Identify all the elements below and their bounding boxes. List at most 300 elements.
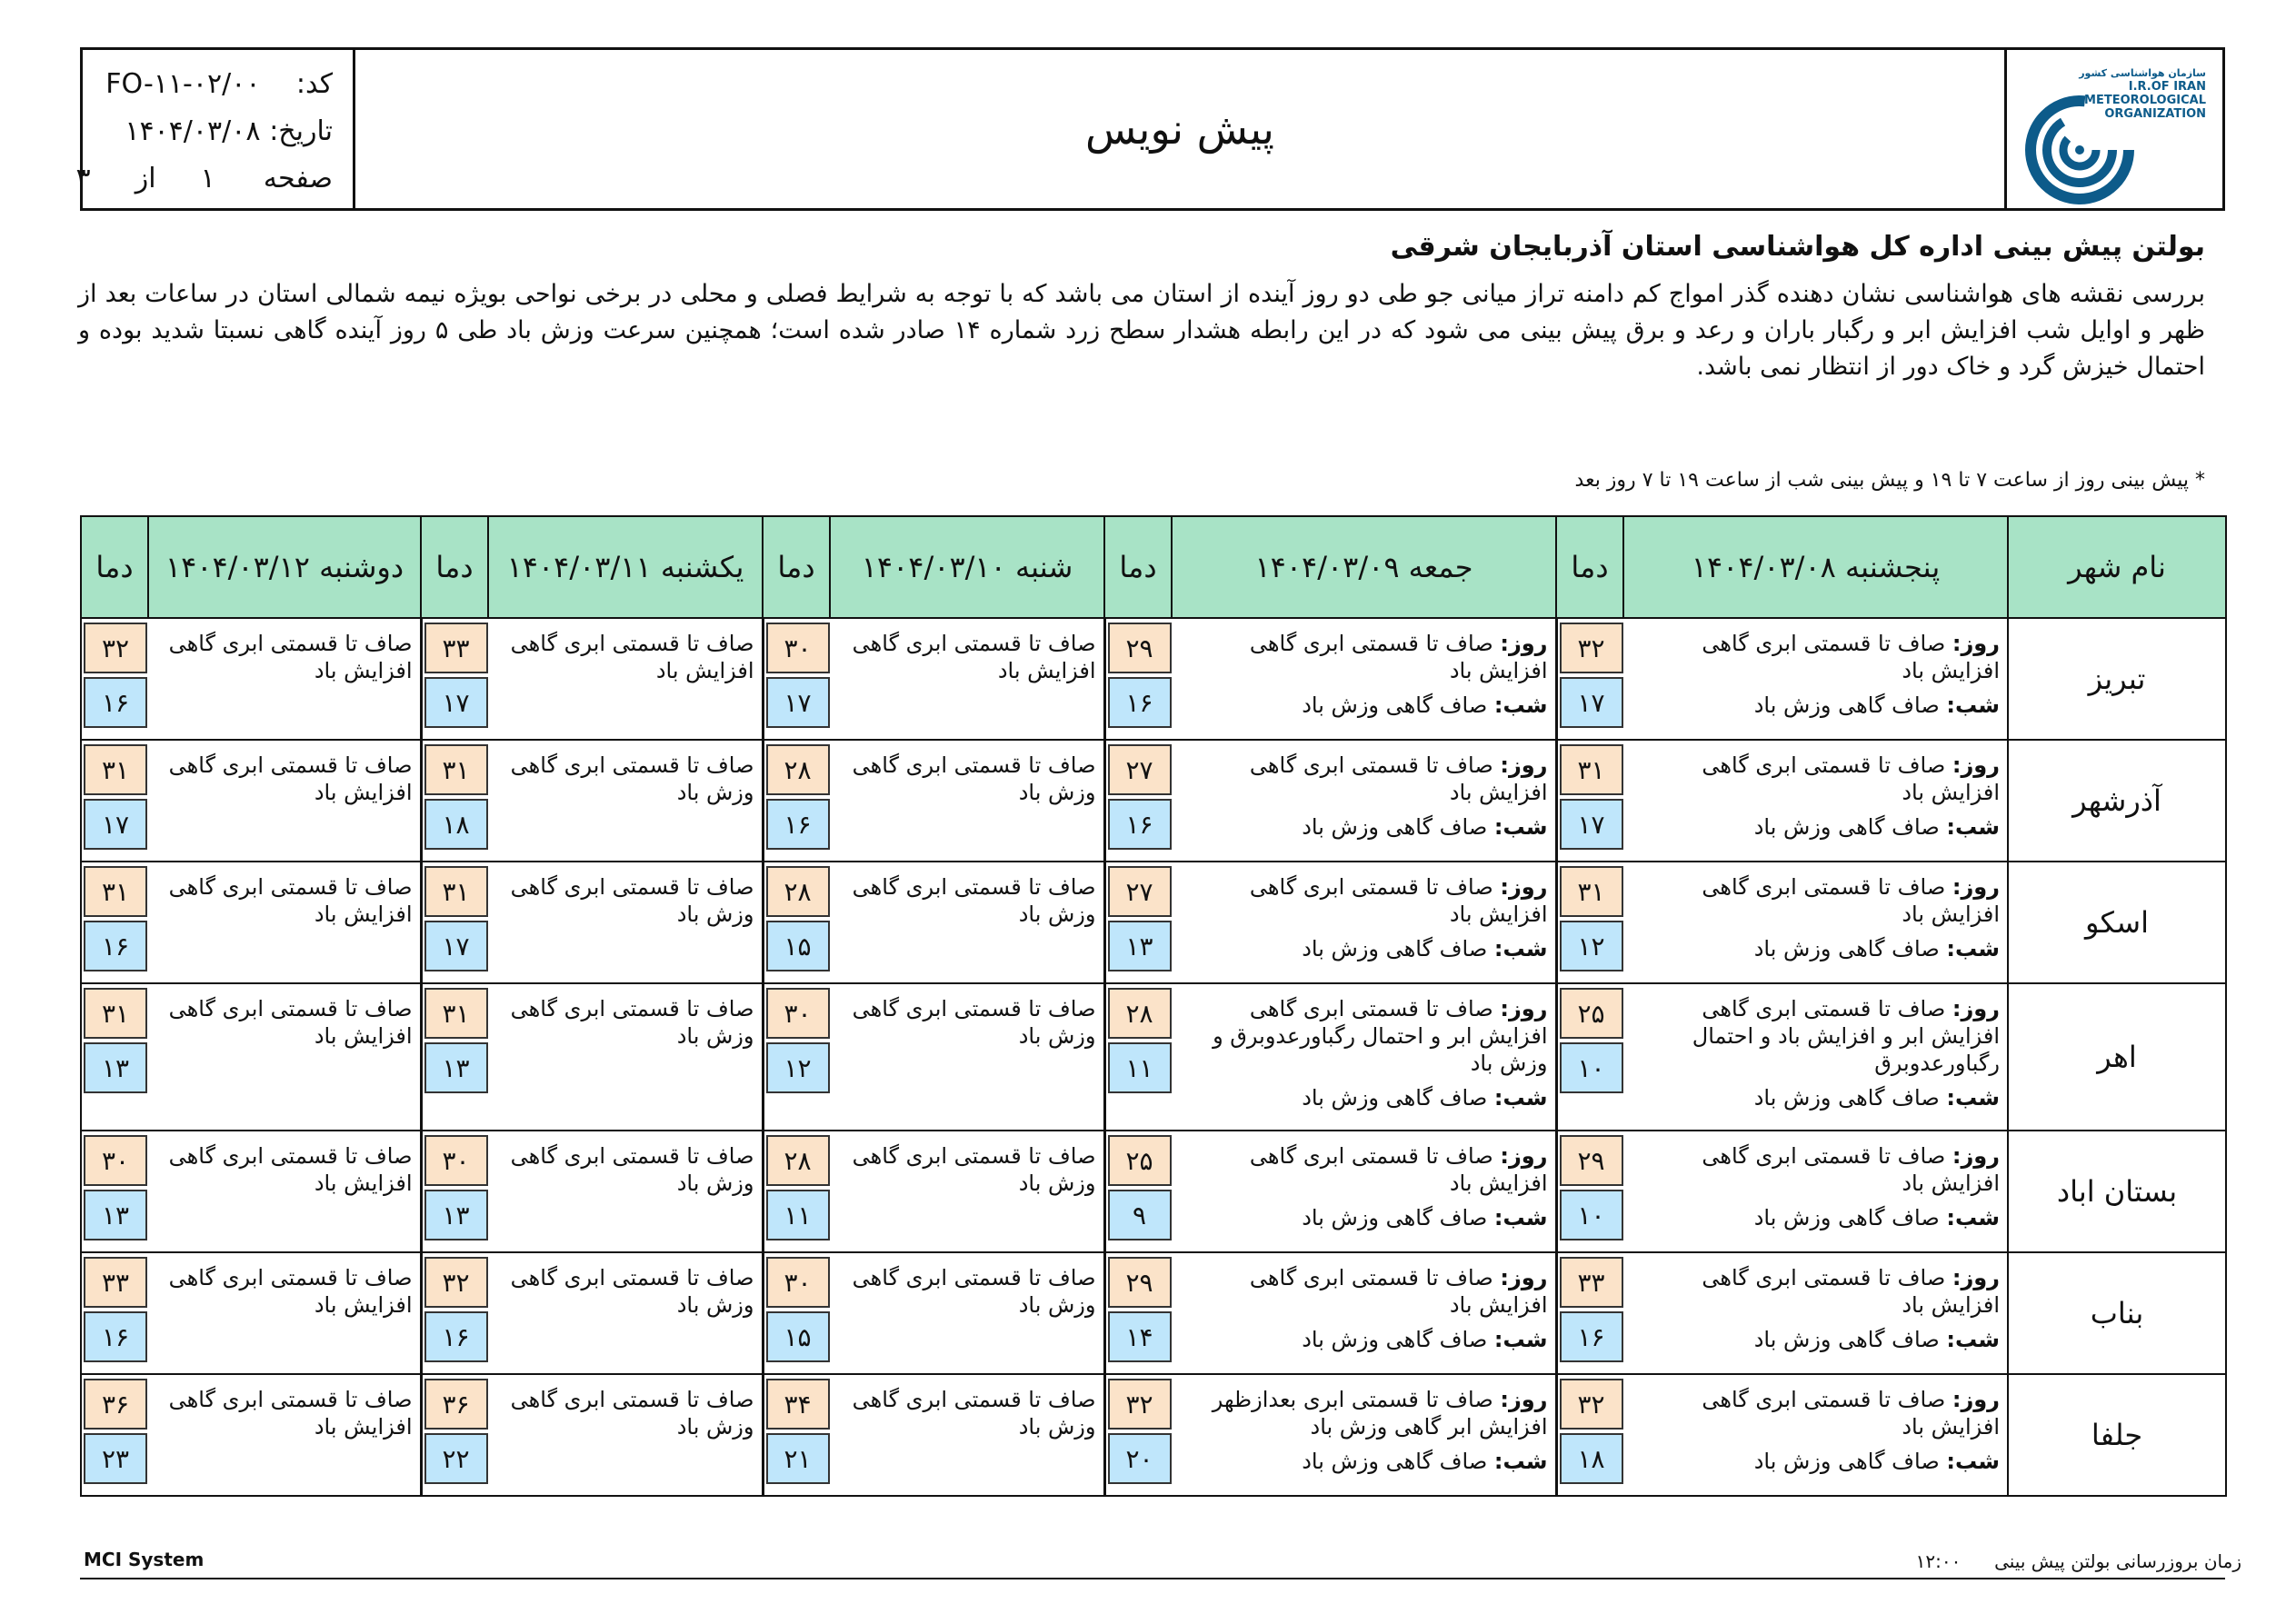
day-forecast [1181,1142,1548,1197]
forecast-description [1623,1374,2008,1496]
night-label: شب: [1946,814,2000,840]
temperature-cell [1104,1131,1172,1252]
document-header [75,47,2225,211]
footer-update-time [1916,1550,2241,1572]
forecast-description [488,740,763,862]
night-label: شب: [1946,1205,2000,1230]
logo-box [2004,50,2222,208]
temperature-cell [1104,983,1172,1131]
min-temp: ۱۰ [1560,1190,1623,1240]
forecast-description [488,1252,763,1374]
night-forecast [1632,1084,2000,1111]
day-text: صاف تا قسمتی ابری گاهی وزش باد [852,1265,1096,1318]
forecast-description [1623,740,2008,862]
forecast-description [1172,1374,1556,1496]
max-temp: ۲۸ [766,1135,830,1186]
night-forecast [1632,935,2000,962]
max-temp: ۳۲ [1108,1379,1172,1430]
min-temp: ۱۶ [84,677,147,728]
max-temp: ۲۹ [1108,623,1172,673]
day-text: صاف تا قسمتی ابری گاهی افزایش باد [1702,752,2000,805]
forecast-description [1172,983,1556,1131]
max-temp: ۳۱ [424,866,488,917]
table-row [81,618,2226,740]
temperature-cell [1104,740,1172,862]
table-row [81,1374,2226,1496]
temperature-cell [421,740,488,862]
day-text: صاف تا قسمتی ابری گاهی افزایش باد [1702,1143,2000,1196]
max-temp: ۳۱ [1560,744,1623,795]
min-temp: ۱۲ [1560,921,1623,971]
temp-header: دما [763,516,830,618]
min-temp: ۱۸ [1560,1433,1623,1484]
night-label: شب: [1946,1449,2000,1474]
max-temp: ۳۱ [84,744,147,795]
min-temp: ۱۵ [766,921,830,971]
min-temp: ۱۱ [766,1190,830,1240]
day-text: صاف تا قسمتی ابری گاهی افزایش ابر و افزایش باد و احتمال رگباورعدوبرق [1692,996,2000,1076]
day-text: صاف تا قسمتی ابری گاهی افزایش باد [1249,1143,1548,1196]
night-text: صاف گاهی وزش باد [1753,692,1940,718]
day-text: صاف تا قسمتی ابری گاهی افزایش باد [1702,1387,2000,1440]
forecast-description [148,983,421,1131]
date-label: تاریخ: [269,115,333,147]
night-text: صاف گاهی وزش باد [1753,1327,1940,1352]
day-text: صاف تا قسمتی ابری گاهی افزایش باد [1249,1265,1548,1318]
night-text: صاف گاهی وزش باد [1753,1449,1940,1474]
temperature-cell [81,740,148,862]
night-label: شب: [1946,936,2000,961]
max-temp: ۳۳ [424,623,488,673]
bulletin-title: بولتن پیش بینی اداره کل هواشناسی استان آذربایجان شرقی [1390,231,2205,263]
forecast-description [830,862,1104,983]
city-name: جلفا [2008,1374,2226,1496]
night-text: صاف گاهی وزش باد [1753,1205,1940,1230]
forecast-description [488,862,763,983]
city-name: آذرشهر [2008,740,2226,862]
temperature-cell [763,1131,830,1252]
night-text: صاف گاهی وزش باد [1753,1085,1940,1111]
day-forecast [1181,995,1548,1077]
day-label: روز: [1500,631,1548,656]
temperature-cell [763,740,830,862]
day-text: صاف تا قسمتی ابری گاهی وزش باد [852,996,1096,1049]
temperature-cell [81,983,148,1131]
night-label: شب: [1493,936,1548,961]
temperature-cell [81,1374,148,1496]
table-row [81,862,2226,983]
day-text: صاف تا قسمتی ابری گاهی وزش باد [852,1387,1096,1440]
temperature-cell [81,862,148,983]
day-header: دوشنبه ۱۴۰۴/۰۳/۱۲ [148,516,421,618]
day-text: صاف تا قسمتی ابری گاهی وزش باد [510,1265,754,1318]
date-row [125,115,333,147]
day-text: صاف تا قسمتی ابری گاهی افزایش باد [852,631,1096,683]
bulletin-body: بررسی نقشه های هواشناسی نشان دهنده گذر امواج کم دامنه تراز میانی جو طی دو روز آینده از استان می باشد که با توجه به شرایط فصلی و محلی در برخی نواحی بویژه نیمه شمالی استان در ساعات بعد از ظهر و اوایل شب افزایش ابر و رگبار باران و رعد و برق پیش بینی می شود که در این رابطه هشدار سطح زرد شماره ۱۴ صادر شده است؛ همچنین سرعت وزش باد طی ۵ روز آینده گاهی نسبتا شدید بوده و احتمال خیزش گرد و خاک دور از انتظار نمی باشد. [78,280,2205,381]
page-title: پیش نویس [1085,105,1274,154]
temperature-cell [421,862,488,983]
forecast-description [830,1252,1104,1374]
day-text: صاف تا قسمتی ابری گاهی وزش باد [510,1387,754,1440]
forecast-description [1172,618,1556,740]
min-temp: ۱۶ [84,1311,147,1362]
day-text: صاف تا قسمتی ابری بعدازظهر افزایش ابر گاهی وزش باد [1212,1387,1548,1440]
forecast-description [148,1131,421,1252]
day-text: صاف تا قسمتی ابری گاهی افزایش باد [510,631,754,683]
page-number: ۱ [200,163,215,194]
day-text: صاف تا قسمتی ابری گاهی وزش باد [510,996,754,1049]
day-text: صاف تا قسمتی ابری گاهی وزش باد [510,874,754,927]
day-text: صاف تا قسمتی ابری گاهی وزش باد [852,874,1096,927]
footer-divider [80,1578,2225,1579]
logo-line-1: I.R.OF IRAN [2128,80,2206,94]
page-row [76,163,333,194]
day-text: صاف تا قسمتی ابری گاهی افزایش باد [1702,874,2000,927]
forecast-description [830,618,1104,740]
day-text: صاف تا قسمتی ابری گاهی وزش باد [852,752,1096,805]
day-forecast [1632,995,2000,1077]
temperature-cell [421,1252,488,1374]
night-text: صاف گاهی وزش باد [1753,814,1940,840]
table-row [81,983,2226,1131]
page-label: صفحه [263,163,333,194]
forecast-description [1172,740,1556,862]
temperature-cell [421,1374,488,1496]
day-forecast [1181,630,1548,684]
forecast-description [488,983,763,1131]
forecast-description [1623,862,2008,983]
forecast-description [148,1374,421,1496]
night-forecast [1632,692,2000,719]
temperature-cell [763,618,830,740]
temperature-cell [81,1252,148,1374]
night-label: شب: [1493,1449,1548,1474]
temperature-cell [763,1374,830,1496]
max-temp: ۲۸ [1108,988,1172,1039]
max-temp: ۲۸ [766,744,830,795]
day-text: صاف تا قسمتی ابری گاهی افزایش باد [1249,631,1548,683]
day-header: شنبه ۱۴۰۴/۰۳/۱۰ [830,516,1104,618]
max-temp: ۳۳ [84,1257,147,1308]
code-row [105,68,333,100]
night-forecast [1181,1326,1548,1353]
temperature-cell [1556,862,1623,983]
forecast-description [1623,1252,2008,1374]
max-temp: ۳۶ [424,1379,488,1430]
day-text: صاف تا قسمتی ابری گاهی افزایش باد [1249,874,1548,927]
forecast-description [148,1252,421,1374]
night-text: صاف گاهی وزش باد [1302,1085,1488,1111]
forecast-description [148,862,421,983]
max-temp: ۳۳ [1560,1257,1623,1308]
day-forecast [1632,1264,2000,1319]
forecast-description [1172,1252,1556,1374]
day-forecast [1632,873,2000,928]
min-temp: ۱۷ [766,677,830,728]
min-temp: ۱۳ [424,1042,488,1093]
max-temp: ۲۵ [1108,1135,1172,1186]
temperature-cell [1104,618,1172,740]
temp-header: دما [1104,516,1172,618]
page-of: از [135,163,156,194]
forecast-description [1623,983,2008,1131]
night-text: صاف گاهی وزش باد [1302,1449,1488,1474]
max-temp: ۳۲ [84,623,147,673]
max-temp: ۳۴ [766,1379,830,1430]
min-temp: ۱۳ [1108,921,1172,971]
temperature-cell [421,618,488,740]
day-header: پنجشنبه ۱۴۰۴/۰۳/۰۸ [1623,516,2008,618]
day-text: صاف تا قسمتی ابری گاهی افزایش باد [168,996,413,1049]
day-text: صاف تا قسمتی ابری گاهی افزایش باد [1702,1265,2000,1318]
min-temp: ۱۲ [766,1042,830,1093]
night-forecast [1632,1326,2000,1353]
day-label: روز: [1952,752,2000,778]
forecast-description [1623,618,2008,740]
table-row [81,1131,2226,1252]
max-temp: ۳۰ [766,1257,830,1308]
forecast-description [488,618,763,740]
temperature-cell [1104,862,1172,983]
temperature-cell [81,618,148,740]
night-forecast [1181,1448,1548,1475]
temperature-cell [763,1252,830,1374]
min-temp: ۱۵ [766,1311,830,1362]
city-name: تبریز [2008,618,2226,740]
day-text: صاف تا قسمتی ابری گاهی افزایش باد [168,631,413,683]
night-label: شب: [1493,1327,1548,1352]
max-temp: ۳۱ [84,866,147,917]
day-forecast [1181,752,1548,806]
day-text: صاف تا قسمتی ابری گاهی افزایش باد [1702,631,2000,683]
page-total: ۳ [75,163,91,194]
night-label: شب: [1946,1085,2000,1111]
night-text: صاف گاهی وزش باد [1302,1205,1488,1230]
footer-system-name: MCI System [84,1549,205,1570]
day-forecast [1632,630,2000,684]
min-temp: ۱۷ [84,799,147,850]
night-forecast [1181,935,1548,962]
max-temp: ۳۱ [424,744,488,795]
max-temp: ۲۷ [1108,744,1172,795]
forecast-description [1623,1131,2008,1252]
min-temp: ۹ [1108,1190,1172,1240]
day-text: صاف تا قسمتی ابری گاهی افزایش باد [168,1265,413,1318]
forecast-description [830,1374,1104,1496]
temperature-cell [1104,1374,1172,1496]
forecast-description [830,1131,1104,1252]
day-text: صاف تا قسمتی ابری گاهی افزایش باد [168,752,413,805]
max-temp: ۳۲ [424,1257,488,1308]
day-label: روز: [1500,874,1548,900]
max-temp: ۲۷ [1108,866,1172,917]
city-name: بستان اباد [2008,1131,2226,1252]
code-value: FO-۱۱-۰۲/۰۰ [105,68,261,100]
night-text: صاف گاهی وزش باد [1302,814,1488,840]
min-temp: ۱۳ [84,1042,147,1093]
table-row [81,740,2226,862]
logo-line-fa: سازمان هواشناسی کشور [2079,67,2206,79]
night-forecast [1181,1204,1548,1231]
min-temp: ۱۶ [424,1311,488,1362]
day-header: یکشنبه ۱۴۰۴/۰۳/۱۱ [488,516,763,618]
night-text: صاف گاهی وزش باد [1753,936,1940,961]
footer-update-label: زمان بروزرسانی بولتن پیش بینی [1994,1550,2241,1572]
night-forecast [1181,692,1548,719]
forecast-description [148,618,421,740]
date-value: ۱۴۰۴/۰۳/۰۸ [125,115,261,147]
day-label: روز: [1952,1143,2000,1169]
night-forecast [1632,1204,2000,1231]
min-temp: ۱۶ [84,921,147,971]
day-label: روز: [1500,1387,1548,1412]
logo-line-2: METEOROLOGICAL [2084,94,2206,107]
min-temp: ۱۶ [1108,799,1172,850]
day-label: روز: [1500,752,1548,778]
day-forecast [1632,1142,2000,1197]
max-temp: ۲۹ [1560,1135,1623,1186]
night-label: شب: [1493,1205,1548,1230]
night-label: شب: [1946,692,2000,718]
temperature-cell [763,983,830,1131]
forecast-table [80,515,2227,1497]
min-temp: ۲۳ [84,1433,147,1484]
forecast-time-note: * پیش بینی روز از ساعت ۷ تا ۱۹ و پیش بینی شب از ساعت ۱۹ تا ۷ روز بعد [1574,469,2205,492]
code-label: کد: [295,68,333,100]
max-temp: ۲۹ [1108,1257,1172,1308]
day-text: صاف تا قسمتی ابری گاهی افزایش باد [1249,752,1548,805]
day-label: روز: [1952,631,2000,656]
min-temp: ۲۲ [424,1433,488,1484]
day-header: جمعه ۱۴۰۴/۰۳/۰۹ [1172,516,1556,618]
max-temp: ۲۸ [766,866,830,917]
day-label: روز: [1952,874,2000,900]
document-info-box [75,50,355,208]
temperature-cell [81,1131,148,1252]
forecast-description [1172,862,1556,983]
city-name: اسکو [2008,862,2226,983]
day-text: صاف تا قسمتی ابری گاهی افزایش باد [168,1387,413,1440]
day-label: روز: [1500,996,1548,1021]
min-temp: ۱۳ [84,1190,147,1240]
min-temp: ۱۶ [766,799,830,850]
temperature-cell [1556,618,1623,740]
logo-line-3: ORGANIZATION [2104,107,2206,121]
min-temp: ۱۳ [424,1190,488,1240]
day-text: صاف تا قسمتی ابری گاهی وزش باد [510,752,754,805]
min-temp: ۱۶ [1108,677,1172,728]
temperature-cell [1556,1131,1623,1252]
forecast-description [1172,1131,1556,1252]
forecast-description [830,740,1104,862]
night-label: شب: [1493,814,1548,840]
max-temp: ۲۵ [1560,988,1623,1039]
city-name: بناب [2008,1252,2226,1374]
temperature-cell [1556,983,1623,1131]
min-temp: ۱۶ [1560,1311,1623,1362]
max-temp: ۳۰ [84,1135,147,1186]
min-temp: ۱۸ [424,799,488,850]
min-temp: ۲۰ [1108,1433,1172,1484]
temp-header: دما [81,516,148,618]
temperature-cell [1556,1374,1623,1496]
temperature-cell [421,983,488,1131]
day-text: صاف تا قسمتی ابری گاهی افزایش باد [168,1143,413,1196]
max-temp: ۳۲ [1560,1379,1623,1430]
max-temp: ۳۱ [424,988,488,1039]
day-forecast [1181,1386,1548,1440]
day-text: صاف تا قسمتی ابری گاهی وزش باد [852,1143,1096,1196]
day-forecast [1632,752,2000,806]
min-temp: ۱۰ [1560,1042,1623,1093]
max-temp: ۳۰ [424,1135,488,1186]
night-label: شب: [1946,1327,2000,1352]
day-label: روز: [1500,1143,1548,1169]
max-temp: ۳۲ [1560,623,1623,673]
night-forecast [1181,813,1548,841]
temp-header: دما [421,516,488,618]
night-label: شب: [1493,692,1548,718]
day-forecast [1181,873,1548,928]
forecast-description [488,1131,763,1252]
min-temp: ۱۷ [424,921,488,971]
min-temp: ۱۷ [424,677,488,728]
min-temp: ۱۷ [1560,799,1623,850]
max-temp: ۳۶ [84,1379,147,1430]
night-text: صاف گاهی وزش باد [1302,1327,1488,1352]
forecast-description [830,983,1104,1131]
night-label: شب: [1493,1085,1548,1111]
day-label: روز: [1952,1387,2000,1412]
night-forecast [1181,1084,1548,1111]
city-name: اهر [2008,983,2226,1131]
temperature-cell [1556,740,1623,862]
table-row [81,1252,2226,1374]
night-text: صاف گاهی وزش باد [1302,692,1488,718]
day-label: روز: [1952,996,2000,1021]
min-temp: ۱۷ [1560,677,1623,728]
meteorological-logo-icon [2025,94,2134,206]
temp-header: دما [1556,516,1623,618]
footer-update-value: ۱۲:۰۰ [1915,1550,1962,1572]
forecast-description [488,1374,763,1496]
city-column-header: نام شهر [2008,516,2226,618]
day-text: صاف تا قسمتی ابری گاهی افزایش ابر و احتمال رگباورعدوبرق و وزش باد [1213,996,1548,1076]
day-forecast [1181,1264,1548,1319]
night-forecast [1632,813,2000,841]
day-forecast [1632,1386,2000,1440]
night-forecast [1632,1448,2000,1475]
max-temp: ۳۰ [766,988,830,1039]
night-text: صاف گاهی وزش باد [1302,936,1488,961]
max-temp: ۳۱ [84,988,147,1039]
day-label: روز: [1952,1265,2000,1290]
min-temp: ۱۱ [1108,1042,1172,1093]
min-temp: ۲۱ [766,1433,830,1484]
temperature-cell [421,1131,488,1252]
temperature-cell [763,862,830,983]
day-text: صاف تا قسمتی ابری گاهی افزایش باد [168,874,413,927]
temperature-cell [1104,1252,1172,1374]
day-text: صاف تا قسمتی ابری گاهی وزش باد [510,1143,754,1196]
temperature-cell [1556,1252,1623,1374]
min-temp: ۱۴ [1108,1311,1172,1362]
day-label: روز: [1500,1265,1548,1290]
table-header-row [81,516,2226,618]
max-temp: ۳۱ [1560,866,1623,917]
forecast-description [148,740,421,862]
max-temp: ۳۰ [766,623,830,673]
